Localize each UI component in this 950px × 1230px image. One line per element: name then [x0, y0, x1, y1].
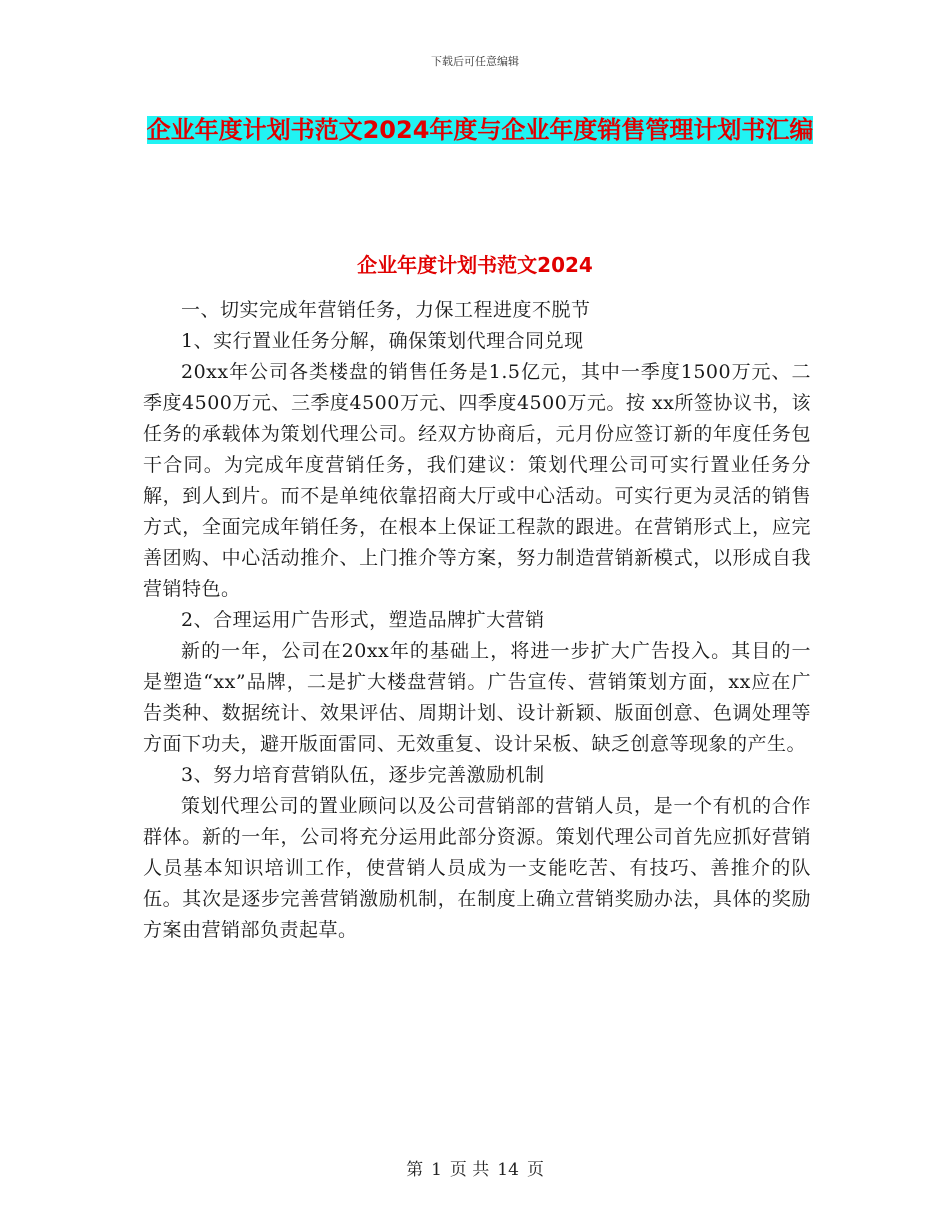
paragraph-heading-1: 一、切实完成年营销任务，力保工程进度不脱节	[181, 299, 591, 321]
footer-total-pages: 14	[497, 1160, 519, 1180]
document-title-text: 企业年度计划书范文2024年度与企业年度销售管理计划书汇编	[146, 116, 814, 144]
footer-mid: 页 共	[449, 1160, 490, 1180]
paragraph-body-3: 策划代理公司的置业顾问以及公司营销部的营销人员，是一个有机的合作群体。新的一年，公司将充分运用此部分资源。策划代理公司首先应抓好营销人员基本知识培训工作，使营销人员成为一支能吃苦、有技巧、善推介的队伍。其次是逐步完善营销激励机制，在制度上确立营销奖励办法，具体的奖励方案由营销部负责起草。	[143, 795, 811, 941]
paragraph-body-2: 新的一年，公司在20xx年的基础上，将进一步扩大广告投入。其目的一是塑造“xx”品牌，二是扩大楼盘营销。广告宣传、营销策划方面，xx应在广告类种、数据统计、效果评估、周期计划、设计新颖、版面创意、色调处理等方面下功夫，避开版面雷同、无效重复、设计呆板、缺乏创意等现象的产生。	[143, 640, 811, 755]
paragraph-subheading-3: 3、努力培育营销队伍，逐步完善激励机制	[181, 764, 545, 786]
paragraph-body-1: 20xx年公司各类楼盘的销售任务是1.5亿元，其中一季度1500万元、二季度4500万元、三季度4500万元、四季度4500万元。按 xx所签协议书，该任务的承载体为策划代理公司。经双方协商后，元月份应签订新的年度任务包干合同。为完成年度营销任务，我们建议：策划代理公司可实行置业任务分解，到人到片。而不是单纯依靠招商大厅或中心活动。可实行更为灵活的销售方式，全面完成年销任务，在根本上保证工程款的跟进。在营销形式上，应完善团购、中心活动推介、上门推介等方案，努力制造营销新模式，以形成自我营销特色。	[143, 361, 811, 600]
page-footer	[0, 1155, 950, 1180]
paragraph-subheading-2: 2、合理运用广告形式，塑造品牌扩大营销	[181, 609, 545, 631]
document-title	[140, 108, 820, 153]
footer-suffix: 页	[526, 1160, 544, 1180]
footer-prefix: 第	[406, 1160, 424, 1180]
header-note: 下载后可任意编辑	[431, 55, 519, 68]
paragraph-subheading-1: 1、实行置业任务分解，确保策划代理合同兑现	[181, 330, 584, 352]
body-text	[143, 295, 811, 946]
section-title: 企业年度计划书范文2024	[357, 253, 593, 277]
footer-page-number: 1	[431, 1160, 442, 1180]
